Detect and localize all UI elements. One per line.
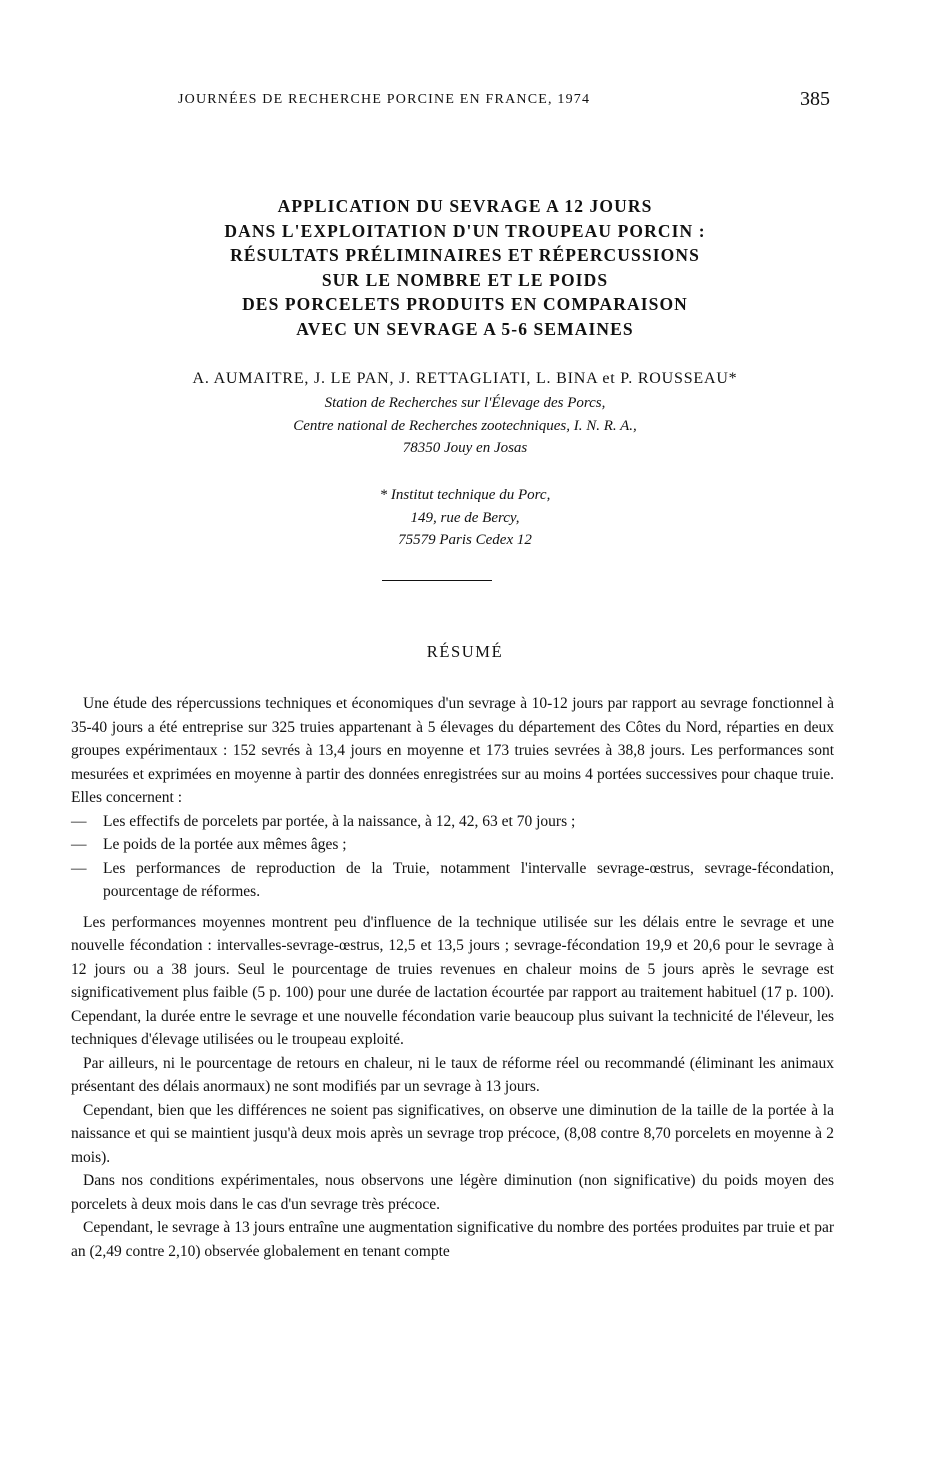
body-paragraph: Cependant, le sevrage à 13 jours entraîne une augmentation significative du nombre des portées produites par truie et par an (2,49 contre 2,10) observée globalement en tenant compte [71,1219,834,1260]
affiliation-line: 78350 Jouy en Josas [402,440,528,456]
affiliation-line: 149, rue de Bercy, [410,509,520,526]
list-dash: — [71,836,87,853]
list-item [71,857,834,904]
list-dash: — [71,859,87,877]
article-title [0,194,930,341]
title-line: DES PORCELETS PRODUITS EN COMPARAISON [242,294,688,314]
list-item [71,833,834,857]
running-head: JOURNÉES DE RECHERCHE PORCINE EN FRANCE, 1974 [178,92,591,107]
intro-paragraph: Une étude des répercussions techniques et économiques d'un sevrage à 10-12 jours par rapport au sevrage fonctionnel à 35-40 jours a été entreprise sur 325 truies appartenant à 5 élevages du département des Côtes du Nord, réparties en deux groupes expérimentaux : 152 sevrés à 13,4 jours en moyenne et 173 truies sevrées à 38,8 jours. Les performances sont mesurées et exprimées en moyenne à partir des données enregistrées sur au moins 4 portées successives pour chaque truie. Elles concernent : [71,695,834,806]
body-paragraph: Cependant, bien que les différences ne soient pas significatives, on observe une diminution de la taille de la portée à la naissance et qui se maintient jusqu'à deux mois après un sevrage trop précoce, (8,08 contre 8,70 porcelets en moyenne à 2 mois). [71,1101,834,1166]
title-line: APPLICATION DU SEVRAGE A 12 JOURS [277,196,653,216]
affiliation-line: Centre national de Recherches zootechniques, I. N. R. A., [293,417,637,434]
body-paragraph: Dans nos conditions expérimentales, nous observons une légère diminution (non significative) du poids moyen des porcelets à deux mois dans le cas d'un sevrage très précoce. [71,1172,834,1213]
affiliation-itp [0,484,930,552]
body-paragraph: Les performances moyennes montrent peu d'influence de la technique utilisée sur les délais entre le sevrage et une nouvelle fécondation : intervalles-sevrage-œstrus, 12,5 et 13,5 jours ; sevrage-fécondation 19,9 et 20,6 pour le sevrage à 12 jours ou a 38 jours. Seul le pourcentage de truies revenues en chaleur moins de 5 jours après le sevrage est significativement plus faible (5 p. 100) pour une durée de lactation écourtée par rapport au traitement habituel (17 p. 100). Cependant, la durée entre le sevrage et une nouvelle fécondation varie beaucoup plus suivant la technicité de l'éleveur, les techniques d'élevage utilisées ou le troupeau exploité. [71,913,834,1048]
list-item-text: Le poids de la portée aux mêmes âges ; [103,836,347,853]
list-item-text: Les performances de reproduction de la Truie, notamment l'intervalle sevrage-œstrus, sevrage-fécondation, pourcentage de réformes. [103,859,834,900]
affiliation-inra [0,392,930,460]
abstract-body [71,692,834,1263]
title-line: AVEC UN SEVRAGE A 5-6 SEMAINES [296,318,634,339]
title-line: RÉSULTATS PRÉLIMINAIRES ET RÉPERCUSSIONS [230,245,700,265]
list-item [71,810,834,834]
measured-items-list [71,810,834,904]
separator-rule [382,580,492,581]
author-list: A. AUMAITRE, J. LE PAN, J. RETTAGLIATI, L. BINA et P. ROUSSEAU* [192,370,738,387]
title-line: DANS L'EXPLOITATION D'UN TROUPEAU PORCIN : [224,220,706,241]
list-item-text: Les effectifs de porcelets par portée, à la naissance, à 12, 42, 63 et 70 jours ; [103,812,576,830]
title-line: SUR LE NOMBRE ET LE POIDS [321,269,609,290]
page-number: 385 [800,88,830,110]
affiliation-line: Station de Recherches sur l'Élevage des Porcs, [324,395,606,411]
list-dash: — [71,812,87,830]
affiliation-line: 75579 Paris Cedex 12 [398,532,532,548]
resume-heading: RÉSUMÉ [426,642,504,661]
affiliation-line: * Institut technique du Porc, [379,487,551,503]
body-paragraph: Par ailleurs, ni le pourcentage de retours en chaleur, ni le taux de réforme réel ou recommandé (éliminant les animaux présentant des délais anormaux) ne sont modifiés par un sevrage à 13 jours. [71,1054,834,1095]
